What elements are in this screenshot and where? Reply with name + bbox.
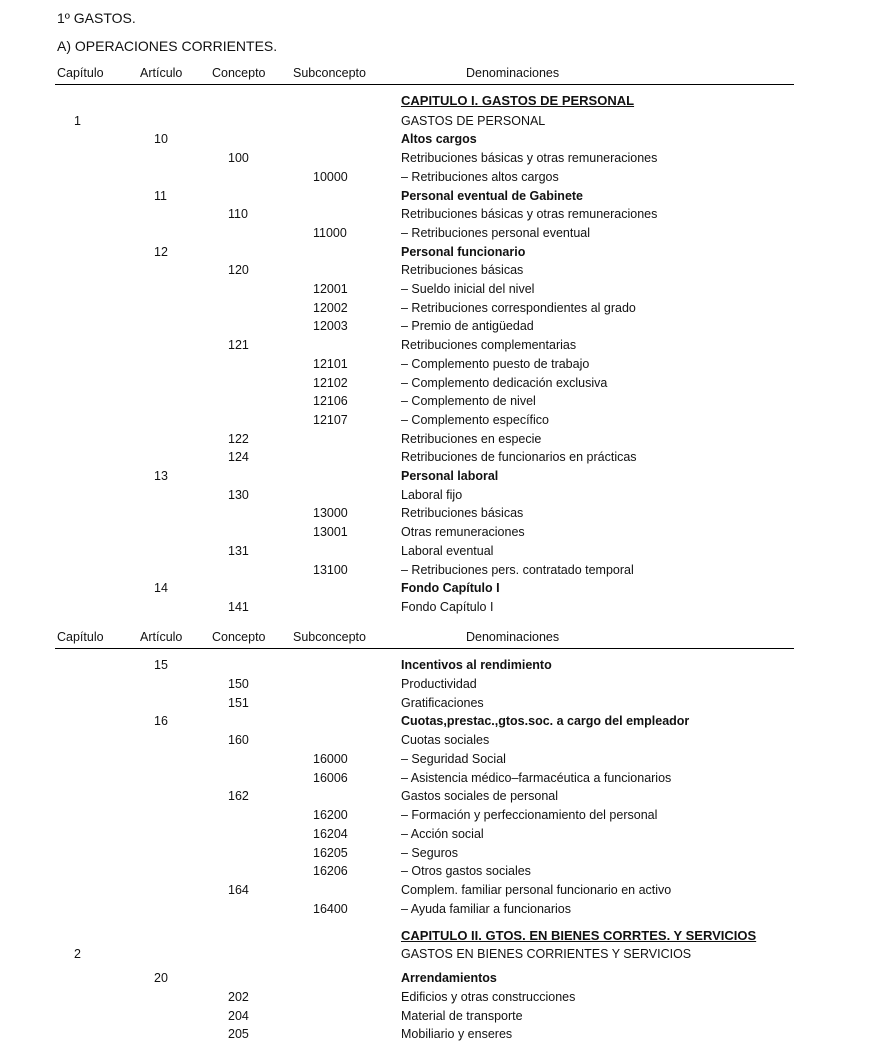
cell-concepto: 204 xyxy=(228,1008,249,1023)
table-row xyxy=(0,130,874,148)
cell-concepto: 202 xyxy=(228,989,249,1004)
cell-denominacion: Retribuciones básicas xyxy=(401,506,524,521)
table-row xyxy=(0,392,874,410)
table-row xyxy=(0,542,874,560)
cell-denominacion: – Otros gastos sociales xyxy=(401,864,531,879)
document-title: 1º GASTOS. xyxy=(57,10,136,26)
cell-articulo: 16 xyxy=(154,714,168,729)
table-row xyxy=(0,694,874,712)
cell-subconcepto: 12101 xyxy=(313,356,348,371)
table-row xyxy=(0,168,874,186)
table-row xyxy=(0,112,874,130)
table-row xyxy=(0,355,874,373)
cell-denominacion: Fondo Capítulo I xyxy=(401,581,500,596)
cell-concepto: 110 xyxy=(228,207,248,222)
table-row xyxy=(0,317,874,335)
cell-articulo: 13 xyxy=(154,469,168,483)
cell-denominacion: CAPITULO I. GASTOS DE PERSONAL xyxy=(401,93,635,108)
table-row xyxy=(0,299,874,317)
cell-articulo: 12 xyxy=(154,244,168,259)
header-capitulo: Capítulo xyxy=(57,630,104,644)
table-row xyxy=(0,224,874,242)
header-concepto: Concepto xyxy=(212,630,266,644)
cell-concepto: 131 xyxy=(228,543,249,558)
header-subconcepto: Subconcepto xyxy=(293,630,366,644)
cell-denominacion: Gastos sociales de personal xyxy=(401,789,559,804)
table-row xyxy=(0,988,874,1006)
cell-denominacion: Cuotas,prestac.,gtos.soc. a cargo del empleador xyxy=(401,714,690,729)
header-subconcepto: Subconcepto xyxy=(293,66,366,80)
table-row xyxy=(0,969,874,987)
cell-denominacion: – Acción social xyxy=(401,826,484,841)
table-row xyxy=(0,675,874,693)
cell-denominacion: Retribuciones básicas y otras remuneraciones xyxy=(401,151,658,166)
cell-subconcepto: 11000 xyxy=(313,225,347,240)
table-row xyxy=(0,336,874,354)
table-row xyxy=(0,881,874,899)
cell-denominacion: Fondo Capítulo I xyxy=(401,599,494,614)
table-row xyxy=(0,411,874,429)
header-divider xyxy=(55,648,794,649)
cell-denominacion: Retribuciones complementarias xyxy=(401,338,577,353)
cell-denominacion: – Complemento específico xyxy=(401,412,549,427)
cell-denominacion: – Retribuciones correspondientes al grado xyxy=(401,300,636,315)
table-row xyxy=(0,579,874,597)
table-row xyxy=(0,656,874,674)
cell-concepto: 124 xyxy=(228,450,249,465)
table-row xyxy=(0,486,874,504)
cell-denominacion: Laboral fijo xyxy=(401,487,463,502)
cell-subconcepto: 16000 xyxy=(313,751,348,766)
cell-denominacion: Mobiliario y enseres xyxy=(401,1027,513,1042)
cell-subconcepto: 16205 xyxy=(313,845,348,860)
table-header xyxy=(0,66,874,84)
cell-subconcepto: 12106 xyxy=(313,394,348,409)
table-row xyxy=(0,243,874,261)
cell-denominacion: Personal eventual de Gabinete xyxy=(401,188,584,203)
cell-denominacion: – Ayuda familiar a funcionarios xyxy=(401,901,572,916)
cell-denominacion: CAPITULO II. GTOS. EN BIENES CORRTES. Y SERVICIOS xyxy=(401,928,757,943)
cell-denominacion: Retribuciones básicas y otras remuneraciones xyxy=(401,207,658,222)
cell-denominacion: Personal funcionario xyxy=(401,244,526,259)
table-row xyxy=(0,92,874,110)
header-denominaciones: Denominaciones xyxy=(466,66,560,80)
cell-denominacion: – Complemento dedicación exclusiva xyxy=(401,375,608,390)
cell-subconcepto: 10000 xyxy=(313,169,348,184)
table-row xyxy=(0,1007,874,1025)
header-capitulo: Capítulo xyxy=(57,66,104,80)
cell-denominacion: Otras remuneraciones xyxy=(401,525,525,540)
cell-concepto: 120 xyxy=(228,263,249,278)
cell-denominacion: Edificios y otras construcciones xyxy=(401,989,576,1004)
cell-concepto: 130 xyxy=(228,487,249,502)
table-row xyxy=(0,712,874,730)
cell-denominacion: Cuotas sociales xyxy=(401,733,490,747)
cell-subconcepto: 12002 xyxy=(313,300,348,315)
cell-denominacion: – Retribuciones personal eventual xyxy=(401,225,591,240)
table-row xyxy=(0,731,874,749)
cell-denominacion: Complem. familiar personal funcionario en activo xyxy=(401,883,672,897)
table-header-repeat xyxy=(0,630,874,648)
cell-denominacion: Personal laboral xyxy=(401,469,499,483)
header-articulo: Artículo xyxy=(140,630,183,644)
table-row xyxy=(0,467,874,485)
cell-articulo: 11 xyxy=(154,188,167,203)
header-divider xyxy=(55,84,794,85)
table-row xyxy=(0,945,874,963)
table-row xyxy=(0,825,874,843)
cell-denominacion: – Formación y perfeccionamiento del personal xyxy=(401,808,658,822)
cell-articulo: 10 xyxy=(154,132,168,147)
section-title: A) OPERACIONES CORRIENTES. xyxy=(57,38,278,54)
cell-concepto: 164 xyxy=(228,883,249,897)
cell-subconcepto: 16204 xyxy=(313,826,348,841)
table-row xyxy=(0,1025,874,1043)
cell-concepto: 205 xyxy=(228,1027,249,1042)
table-row xyxy=(0,523,874,541)
cell-denominacion: – Asistencia médico–farmacéutica a funcionarios xyxy=(401,770,672,785)
cell-subconcepto: 12102 xyxy=(313,375,348,390)
cell-capitulo: 1 xyxy=(74,113,81,128)
cell-articulo: 15 xyxy=(154,658,168,672)
cell-denominacion: – Seguridad Social xyxy=(401,751,506,766)
cell-denominacion: Productividad xyxy=(401,676,477,691)
cell-subconcepto: 16200 xyxy=(313,808,348,822)
table-row xyxy=(0,280,874,298)
table-row xyxy=(0,261,874,279)
table-row xyxy=(0,787,874,805)
cell-concepto: 151 xyxy=(228,695,249,710)
cell-denominacion: Material de transporte xyxy=(401,1008,523,1023)
cell-denominacion: – Premio de antigüedad xyxy=(401,319,534,334)
cell-denominacion: GASTOS DE PERSONAL xyxy=(401,113,546,128)
cell-denominacion: Retribuciones básicas xyxy=(401,263,524,278)
table-row xyxy=(0,844,874,862)
cell-denominacion: – Retribuciones altos cargos xyxy=(401,169,559,184)
cell-denominacion: Retribuciones de funcionarios en prácticas xyxy=(401,450,637,465)
table-row xyxy=(0,149,874,167)
table-row xyxy=(0,900,874,918)
cell-subconcepto: 12001 xyxy=(313,282,348,296)
cell-denominacion: Laboral eventual xyxy=(401,543,494,558)
cell-denominacion: Altos cargos xyxy=(401,132,477,147)
header-articulo: Artículo xyxy=(140,66,183,80)
cell-concepto: 160 xyxy=(228,733,249,747)
cell-capitulo: 2 xyxy=(74,947,81,961)
cell-denominacion: Incentivos al rendimiento xyxy=(401,658,552,672)
table-row xyxy=(0,187,874,205)
cell-concepto: 100 xyxy=(228,151,249,166)
cell-articulo: 20 xyxy=(154,971,168,985)
cell-concepto: 121 xyxy=(228,338,249,353)
cell-subconcepto: 12003 xyxy=(313,319,348,334)
cell-denominacion: – Complemento puesto de trabajo xyxy=(401,356,590,371)
cell-subconcepto: 16400 xyxy=(313,901,348,916)
table-row xyxy=(0,430,874,448)
cell-denominacion: Arrendamientos xyxy=(401,971,497,985)
table-row xyxy=(0,504,874,522)
table-row xyxy=(0,862,874,880)
cell-denominacion: – Retribuciones pers. contratado temporal xyxy=(401,562,634,577)
table-row xyxy=(0,448,874,466)
table-row xyxy=(0,806,874,824)
cell-subconcepto: 12107 xyxy=(313,412,348,427)
table-row xyxy=(0,769,874,787)
cell-articulo: 14 xyxy=(154,581,168,596)
cell-subconcepto: 13001 xyxy=(313,525,348,540)
cell-concepto: 162 xyxy=(228,789,249,804)
cell-denominacion: – Seguros xyxy=(401,845,458,860)
cell-denominacion: GASTOS EN BIENES CORRIENTES Y SERVICIOS xyxy=(401,947,692,961)
cell-subconcepto: 13000 xyxy=(313,506,348,521)
table-row xyxy=(0,598,874,616)
header-denominaciones: Denominaciones xyxy=(466,630,560,644)
header-concepto: Concepto xyxy=(212,66,266,80)
cell-denominacion: Gratificaciones xyxy=(401,695,484,710)
cell-concepto: 122 xyxy=(228,431,249,446)
table-row xyxy=(0,374,874,392)
table-row xyxy=(0,561,874,579)
cell-denominacion: – Sueldo inicial del nivel xyxy=(401,282,535,296)
cell-denominacion: – Complemento de nivel xyxy=(401,394,536,409)
cell-concepto: 141 xyxy=(228,599,249,614)
table-row xyxy=(0,750,874,768)
cell-concepto: 150 xyxy=(228,676,249,691)
cell-subconcepto: 13100 xyxy=(313,562,348,577)
table-row xyxy=(0,205,874,223)
cell-subconcepto: 16206 xyxy=(313,864,348,879)
cell-subconcepto: 16006 xyxy=(313,770,348,785)
cell-denominacion: Retribuciones en especie xyxy=(401,431,542,446)
table-row xyxy=(0,927,874,945)
